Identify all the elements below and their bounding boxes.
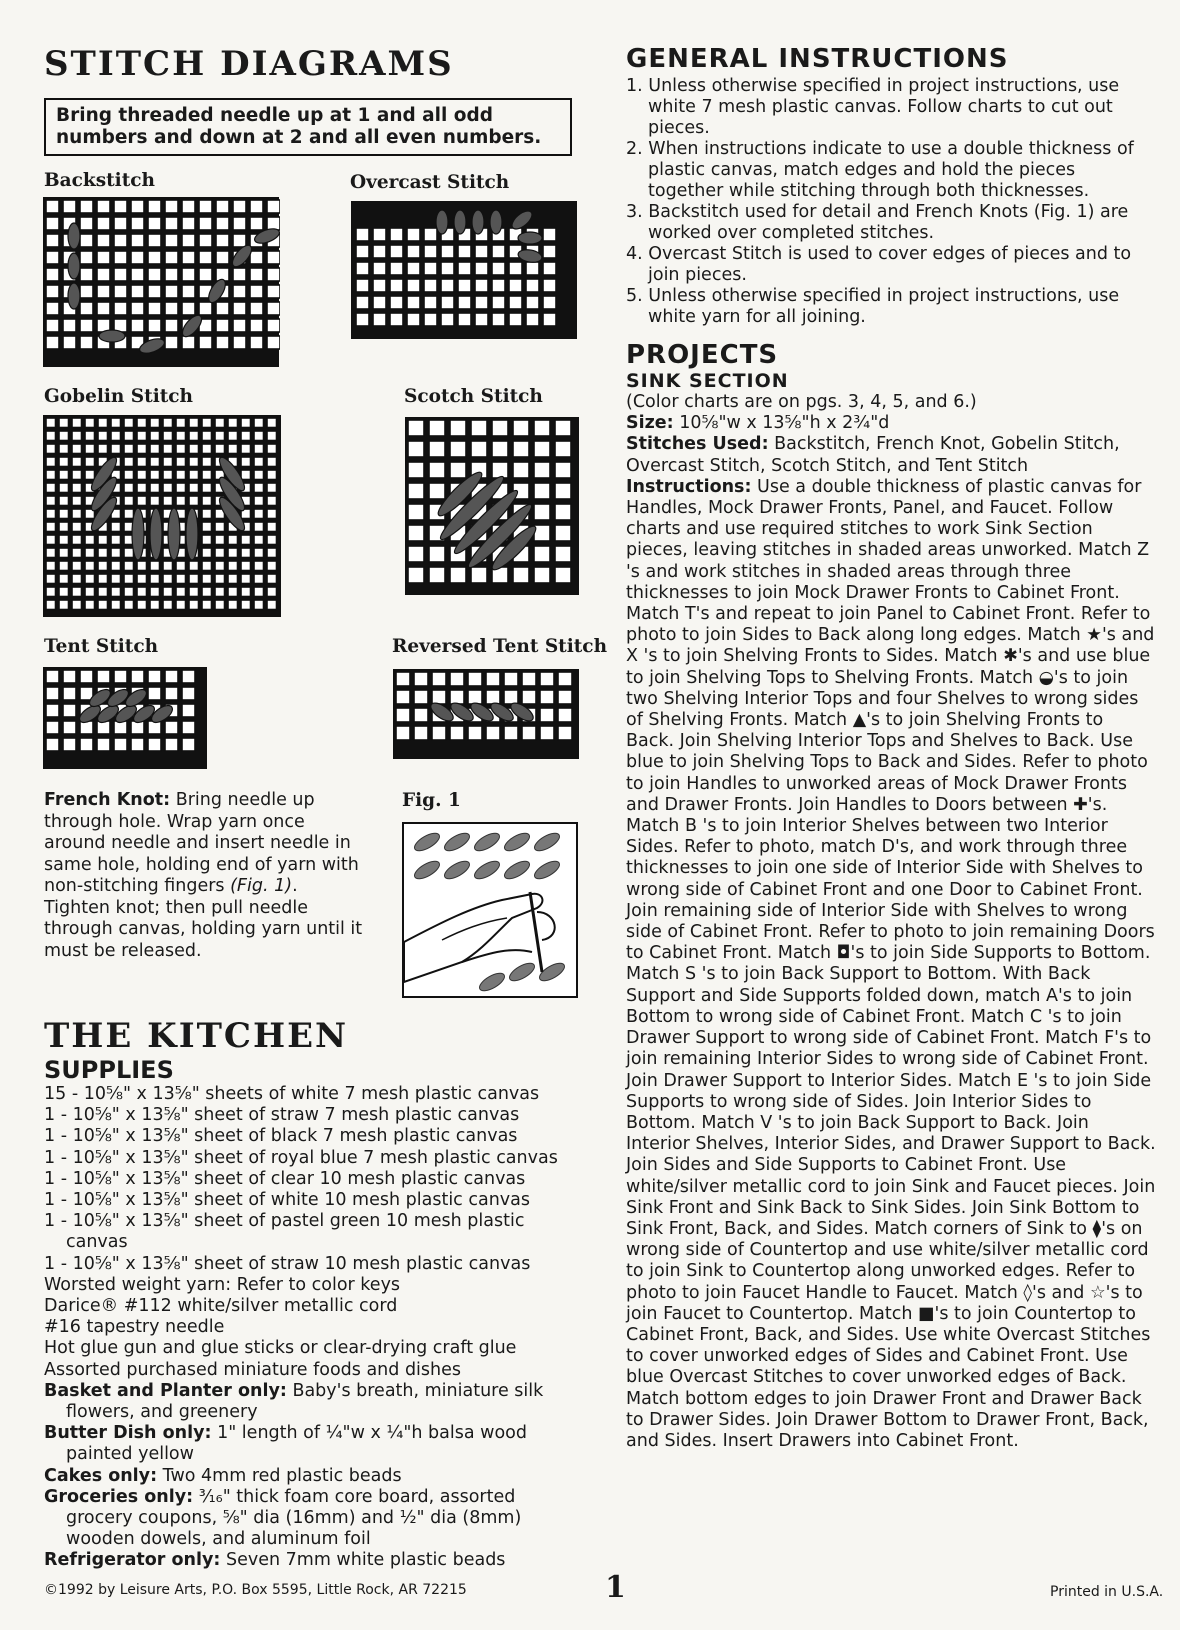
special-item xyxy=(44,1423,584,1465)
special-label: Groceries only: xyxy=(44,1486,194,1507)
right-column xyxy=(626,44,1156,1452)
projects-text xyxy=(626,392,1156,1452)
instruction-item: 4. Overcast Stitch is used to cover edges of pieces and to join pieces. xyxy=(626,244,1132,285)
overcast-label: Overcast Stitch xyxy=(350,172,510,193)
instruction-item: 2. When instructions indicate to use a double thickness of plastic canvas, match edges and hold the pieces together while stitching through both thicknesses. xyxy=(626,139,1134,201)
special-text: Baby's breath, miniature silk flowers, and greenery xyxy=(66,1380,544,1423)
supply-item: #16 tapestry needle xyxy=(44,1317,225,1338)
special-item xyxy=(44,1466,584,1487)
supply-item: 1 - 10⅝" x 13⅝" sheet of clear 10 mesh plastic canvas xyxy=(44,1168,526,1189)
gobelin-diagram xyxy=(42,414,282,618)
special-text: Two 4mm red plastic beads xyxy=(157,1465,402,1486)
special-label: Basket and Planter only: xyxy=(44,1380,287,1401)
special-label: Cakes only: xyxy=(44,1465,158,1486)
special-item xyxy=(44,1381,584,1423)
supply-item: Assorted purchased miniature foods and dishes xyxy=(44,1359,462,1380)
special-text: Seven 7mm white plastic beads xyxy=(220,1550,506,1571)
french-knot-label: French Knot: xyxy=(44,790,171,810)
instruction-item: 1. Unless otherwise specified in project instructions, use white 7 mesh plastic canvas. Follow charts to cut out pieces. xyxy=(626,76,1120,138)
supply-item: Hot glue gun and glue sticks or clear-drying craft glue xyxy=(44,1338,517,1359)
supplies-title: SUPPLIES xyxy=(44,1056,174,1084)
stitches-line xyxy=(626,434,1156,476)
stitches-label: Stitches Used: xyxy=(626,434,769,455)
fig1-label: Fig. 1 xyxy=(402,790,461,811)
instructions-label: Instructions: xyxy=(626,476,752,497)
special-label: Refrigerator only: xyxy=(44,1550,221,1571)
fig1-french-knot-illustration xyxy=(402,822,578,998)
supply-item: 1 - 10⅝" x 13⅝" sheet of royal blue 7 mesh plastic canvas xyxy=(44,1147,558,1168)
overcast-diagram xyxy=(350,200,578,340)
instruction-item: 5. Unless otherwise specified in project instructions, use white yarn for all joining. xyxy=(626,286,1120,327)
general-instructions-title: GENERAL INSTRUCTIONS xyxy=(626,44,1009,74)
tent-label: Tent Stitch xyxy=(44,636,159,657)
supply-item: Worsted weight yarn: Refer to color keys xyxy=(44,1274,401,1295)
instruction-item: 3. Backstitch used for detail and French Knots (Fig. 1) are worked over completed stitches. xyxy=(626,202,1129,243)
special-text: 1" length of ¼"w x ¼"h balsa wood painted yellow xyxy=(66,1423,527,1465)
supply-item: 1 - 10⅝" x 13⅝" sheet of straw 7 mesh plastic canvas xyxy=(44,1105,520,1126)
kitchen-title: THE KITCHEN xyxy=(44,1016,349,1056)
supplies-list xyxy=(44,1084,584,1572)
scotch-label: Scotch Stitch xyxy=(404,386,543,407)
supply-item: 15 - 10⅝" x 13⅝" sheets of white 7 mesh plastic canvas xyxy=(44,1084,540,1104)
color-charts-note: (Color charts are on pgs. 3, 4, 5, and 6.) xyxy=(626,392,977,412)
supply-item: 1 - 10⅝" x 13⅝" sheet of pastel green 10 mesh plastic canvas xyxy=(44,1211,525,1253)
tent-diagram xyxy=(42,666,208,770)
gobelin-label: Gobelin Stitch xyxy=(44,386,193,407)
special-label: Butter Dish only: xyxy=(44,1423,212,1444)
printed-in: Printed in U.S.A. xyxy=(1050,1584,1164,1600)
backstitch-label: Backstitch xyxy=(44,170,155,191)
instructions-paragraph xyxy=(626,477,1156,1452)
french-knot-text xyxy=(44,790,364,962)
reversed-tent-label: Reversed Tent Stitch xyxy=(392,636,608,657)
scotch-diagram xyxy=(404,416,580,596)
instruction-box: Bring threaded needle up at 1 and all odd numbers and down at 2 and all even numbers. xyxy=(44,98,572,156)
stitches-value: Backstitch, French Knot, Gobelin Stitch, Overcast Stitch, Scotch Stitch, and Tent Stitch xyxy=(626,434,1120,476)
french-knot-body-2: . Tighten knot; then pull needle through canvas, holding yarn until it must be released. xyxy=(44,876,363,961)
special-text: ³⁄₁₆" thick foam core board, assorted grocery coupons, ⅝" dia (16mm) and ½" dia (8mm) wooden dowels, and aluminum foil xyxy=(66,1486,522,1550)
instructions-body: Use a double thickness of plastic canvas for Handles, Mock Drawer Fronts, Panel, and Faucet. Follow charts and use required stitches to work Sink Section pieces, leaving stitches in shaded areas unworked. Match Z 's and work stitches in shaded areas through three thicknesses to join Mock Drawer Fronts to Cabinet Front. Match T's and repeat to join Panel to Cabinet Front. Refer to photo to join Sides to Back along long edges. Match ★'s and X 's to join Shelving Fronts to Sides. Match ✱'s and use blue to join Shelving Tops to Shelving Fronts. Match ◒'s to join two Shelving Interior Tops and four Shelves to wrong sides of Shelving Fronts. Match ▲'s to join Shelving Fronts to Back. Join Shelving Interior Tops and Shelves to Back. Use blue to join Shelving Tops to Back and Sides. Refer to photo to join Handles to unworked areas of Mock Drawer Fronts and Drawer Fronts. Join Handles to Doors between ✚'s. Match B 's to join Interior Shelves between two Interior Sides. Refer to photo, match D's, and work through three thicknesses to join one side of Interior Side with Shelves to wrong side of Cabinet Front and one Door to Cabinet Front. Join remaining side of Interior Side with Shelves to wrong side of Cabinet Front. Refer to photo to join remaining Doors to Cabinet Front. Match ◘'s to join Side Supports to Bottom. Match S 's to join Back Support to Bottom. With Back Support and Side Supports folded down, match A's to join Bottom to wrong side of Cabinet Front. Match C 's to join Drawer Support to wrong side of Cabinet Front. Match F's to join remaining Interior Sides to wrong side of Cabinet Front. Join Drawer Support to Interior Sides. Match E 's to join Side Supports to wrong side of Sides. Join Interior Sides to Bottom. Match V 's to join Back Support to Back. Join Interior Shelves, Interior Sides, and Drawer Support to Back. Join Sides and Side Supports to Cabinet Front. Use white/silver metallic cord to join Sink and Faucet pieces. Join Sink Front and Sink Back to Sink Sides. Join Sink Bottom to Sink Front, Back, and Sides. Match corners of Sink to ⧫'s on wrong side of Countertop and use white/silver metallic cord to join Sink to Countertop along unworked edges. Refer to photo to join Faucet Handle to Faucet. Match ◊'s and ☆'s to join Faucet to Countertop. Match ■'s to join Countertop to Cabinet Front, Back, and Sides. Use white Overcast Stitches to cover unworked edges of Sides and Cabinet Front. Use blue Overcast Stitches to cover unworked edges of Back. Match bottom edges to join Drawer Front and Drawer Back to Drawer Sides. Join Drawer Bottom to Drawer Front, Back, and Sides. Insert Drawers into Cabinet Front. xyxy=(626,476,1156,1451)
fig-ref: (Fig. 1) xyxy=(230,876,293,896)
projects-title: PROJECTS xyxy=(626,340,779,370)
size-line xyxy=(626,413,1156,434)
special-item xyxy=(44,1487,584,1551)
supply-item: 1 - 10⅝" x 13⅝" sheet of straw 10 mesh plastic canvas xyxy=(44,1253,531,1274)
reversed-tent-diagram xyxy=(392,668,580,760)
supply-item: Darice® #112 white/silver metallic cord xyxy=(44,1296,398,1317)
stitch-diagrams-title: STITCH DIAGRAMS xyxy=(44,44,454,84)
french-knot-body: Bring needle up through hole. Wrap yarn once around needle and insert needle in same hole, holding end of yarn with non-stitching fingers xyxy=(44,790,359,896)
page-number: 1 xyxy=(605,1570,626,1605)
general-instructions-list xyxy=(626,76,1156,328)
special-item xyxy=(44,1550,584,1571)
sink-section-title: SINK SECTION xyxy=(626,370,789,392)
supply-item: 1 - 10⅝" x 13⅝" sheet of black 7 mesh plastic canvas xyxy=(44,1126,518,1147)
size-label: Size: xyxy=(626,413,674,434)
backstitch-diagram xyxy=(42,196,280,368)
size-value: 10⅝"w x 13⅝"h x 2¾"d xyxy=(673,413,890,434)
supply-item: 1 - 10⅝" x 13⅝" sheet of white 10 mesh plastic canvas xyxy=(44,1190,531,1211)
copyright: ©1992 by Leisure Arts, P.O. Box 5595, Little Rock, AR 72215 xyxy=(44,1582,467,1598)
